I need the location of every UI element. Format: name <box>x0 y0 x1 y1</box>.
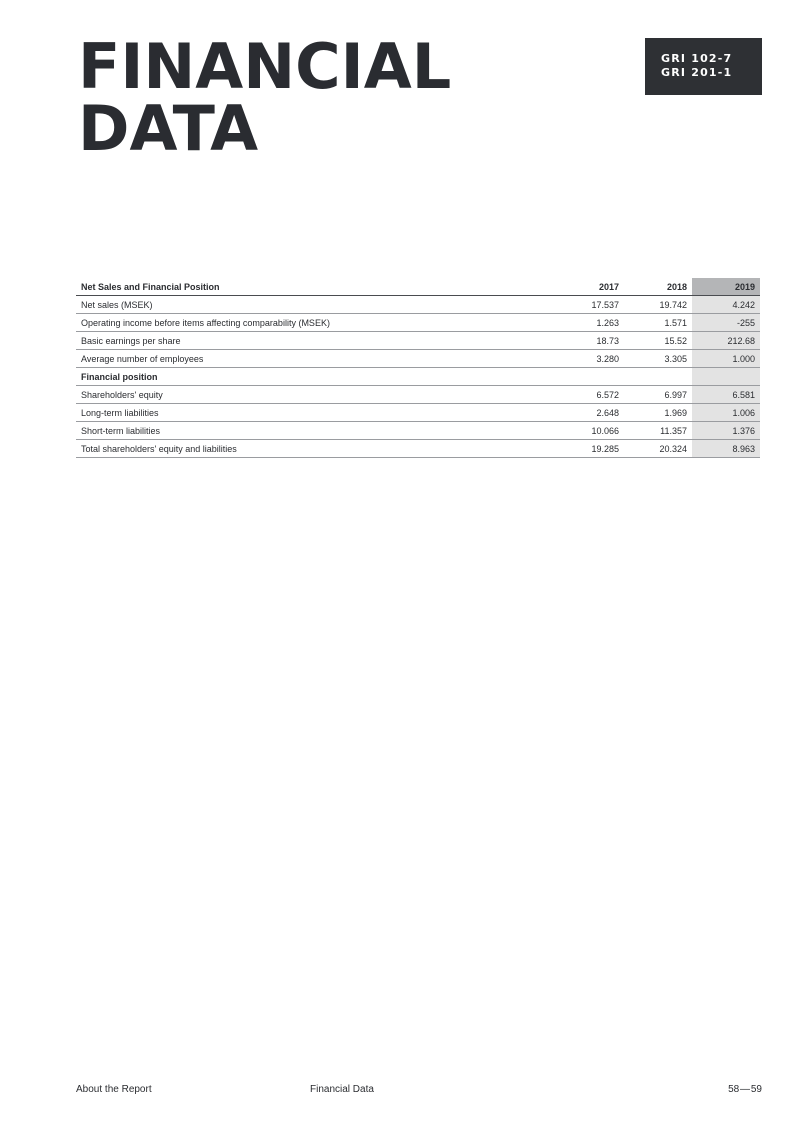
gri-reference-1: GRI 102-7 <box>661 52 733 65</box>
page-title-line-2: DATA <box>78 92 259 165</box>
cell-2017: 2.648 <box>556 404 624 422</box>
cell-2019: 8.963 <box>692 440 760 458</box>
page-title-line-1: FINANCIAL <box>78 30 452 103</box>
row-label: Shareholders' equity <box>76 386 556 404</box>
cell-2017: 6.572 <box>556 386 624 404</box>
cell-2018: 11.357 <box>624 422 692 440</box>
cell-2019: 1.006 <box>692 404 760 422</box>
row-label: Average number of employees <box>76 350 556 368</box>
gri-reference-badge <box>645 38 762 95</box>
cell-2017: 3.280 <box>556 350 624 368</box>
table-header-2019: 2019 <box>692 278 760 296</box>
cell-2018: 1.571 <box>624 314 692 332</box>
cell-2018: 20.324 <box>624 440 692 458</box>
page-numbers: 58 — 59 <box>728 1084 762 1095</box>
cell-2017: 19.285 <box>556 440 624 458</box>
cell-2017: 17.537 <box>556 296 624 314</box>
cell-2019: 212.68 <box>692 332 760 350</box>
gri-reference-2: GRI 201-1 <box>661 66 733 79</box>
table-row <box>76 332 760 350</box>
cell-2018: 6.997 <box>624 386 692 404</box>
cell-2019: 4.242 <box>692 296 760 314</box>
cell-2018: 1.969 <box>624 404 692 422</box>
cell-2017 <box>556 368 624 386</box>
footer-chapter-label: Financial Data <box>310 1084 374 1095</box>
cell-2019: 6.581 <box>692 386 760 404</box>
cell-2019 <box>692 368 760 386</box>
cell-2017: 18.73 <box>556 332 624 350</box>
table-row <box>76 296 760 314</box>
cell-2019: 1.376 <box>692 422 760 440</box>
cell-2018: 15.52 <box>624 332 692 350</box>
table-row <box>76 350 760 368</box>
cell-2018: 19.742 <box>624 296 692 314</box>
row-label: Long-term liabilities <box>76 404 556 422</box>
cell-2019: 1.000 <box>692 350 760 368</box>
row-label: Basic earnings per share <box>76 332 556 350</box>
cell-2018 <box>624 368 692 386</box>
section-label: Financial position <box>76 368 556 386</box>
table-row <box>76 404 760 422</box>
row-label: Operating income before items affecting comparability (MSEK) <box>76 314 556 332</box>
cell-2019: -255 <box>692 314 760 332</box>
cell-2017: 1.263 <box>556 314 624 332</box>
cell-2017: 10.066 <box>556 422 624 440</box>
table-header-2017: 2017 <box>556 278 624 296</box>
table-row <box>76 314 760 332</box>
table-section-row <box>76 368 760 386</box>
financial-table <box>76 278 760 458</box>
table-row <box>76 386 760 404</box>
table-row <box>76 422 760 440</box>
table-header-row <box>76 278 760 296</box>
table-header-2018: 2018 <box>624 278 692 296</box>
cell-2018: 3.305 <box>624 350 692 368</box>
table-header-label: Net Sales and Financial Position <box>76 278 556 296</box>
row-label: Total shareholders' equity and liabilities <box>76 440 556 458</box>
page-title <box>78 30 452 165</box>
table-row <box>76 440 760 458</box>
row-label: Short-term liabilities <box>76 422 556 440</box>
row-label: Net sales (MSEK) <box>76 296 556 314</box>
footer-section-label: About the Report <box>76 1084 152 1095</box>
